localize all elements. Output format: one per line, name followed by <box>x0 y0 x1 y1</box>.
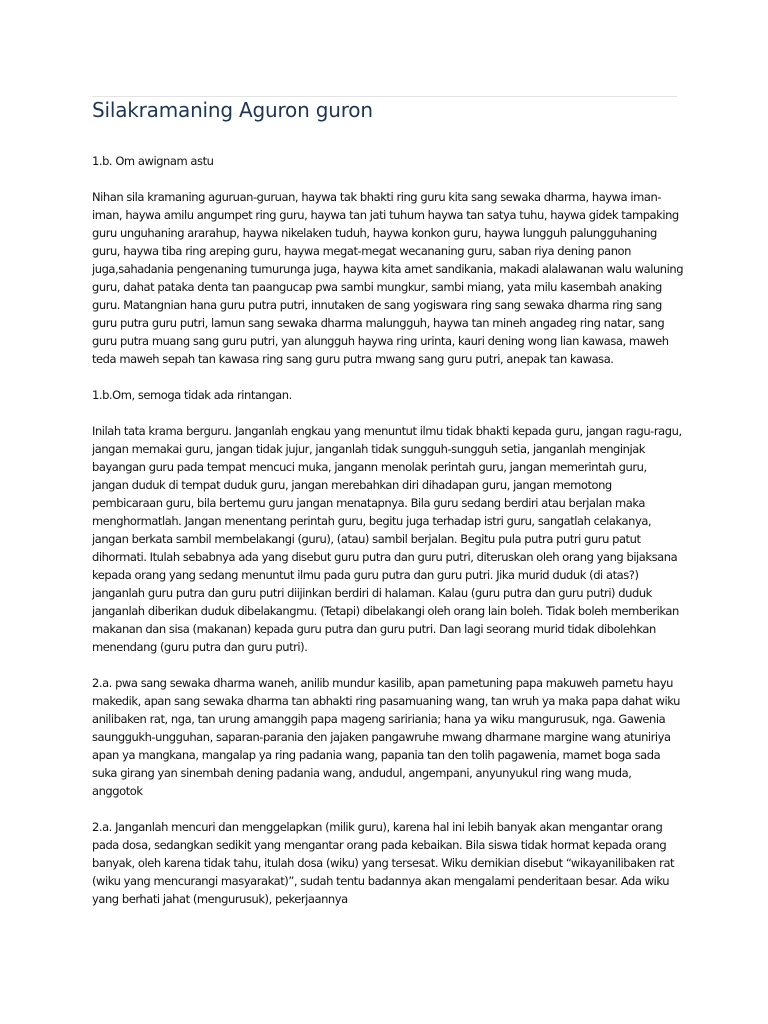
paragraph-indonesian-1b: Inilah tata krama berguru. Janganlah engkau yang menuntut ilmu tidak bhakti kepada guru, jangan ragu-ragu, jangan memakai guru, jangan tidak jujur, janganlah tidak sungguh-sungguh setia, janganlah menginjak bayangan guru pada tempat mencuci muka, jangann menolak perintah guru, jangan memerintah guru, jangan duduk di tempat duduk guru, jangan merebahkan diri dihadapan guru, jangan memotong pembicaraan guru, bila bertemu guru jangan menatapnya. Bila guru sedang berdiri atau berjalan maka menghormatlah. Jangan menentang perintah guru, begitu juga terhadap istri guru, sangatlah celakanya, jangan berkata sambil membelakangi (guru), (atau) sambil berjalan. Begitu pula putra putri guru patut dihormati. Itulah sebabnya ada yang disebut guru putra dan guru putri, diteruskan oleh orang yang bijaksana kepada orang yang sedang menuntut ilmu pada guru putra dan guru putri. Jika murid duduk (di atas?) janganlah guru putra dan guru putri diijinkan berdiri di halaman. Kalau (guru putra dan guru putri) duduk janganlah diberikan duduk dibelakangmu. (Tetapi) dibelakangi oleh orang lain boleh. Tidak boleh memberikan makanan dan sisa (makanan) kepada guru putra dan guru putri. Dan lagi seorang murid tidak dibolehkan menendang (guru putra dan guru putri). <box>92 424 682 654</box>
document-title: Silakramaning Aguron guron <box>92 98 373 122</box>
document-body <box>92 152 684 926</box>
paragraph-balinese-1b: Nihan sila kramaning aguruan-guruan, haywa tak bhakti ring guru kita sang sewaka dharma, haywa iman-iman, haywa amilu angumpet ring guru, haywa tan jati tuhum haywa tan satya tuhu, haywa gidek tampaking guru unguhaning ararahup, haywa nikelaken tuduh, haywa konkon guru, haywa lungguh palungguhaning guru, haywa tiba ring areping guru, haywa megat-megat wecananing guru, saban riya dening panon juga,sahadania pengenaning tumurunga juga, haywa kita amet sandikania, makadi alalawanan walu waluning guru, dahat pataka denta tan paangucap pwa sambi mungkur, sambi miang, yata milu kasembah anaking guru. Matangnian hana guru putra putri, innutaken de sang yogiswara ring sang sewaka dharma ring sang guru putra guru putri, lamun sang sewaka dharma malungguh, haywa tan mineh angadeg ring natar, sang guru putra muang sang guru putri, yan alungguh haywa ring urinta, kauri dening wong lian kawasa, maweh teda maweh sepah tan kawasa ring sang guru putra mwang sang guru putri, anepak tan kawasa. <box>92 190 684 366</box>
paragraph-heading-1b-indonesian: 1.b.Om, semoga tidak ada rintangan. <box>92 388 292 402</box>
paragraph-indonesian-2a: 2.a. Janganlah mencuri dan menggelapkan (milik guru), karena hal ini lebih banyak akan mengantar orang pada dosa, sedangkan sedikit yang mengantar orang pada kebaikan. Bila siswa tidak hormat kepada orang banyak, oleh karena tidak tahu, itulah dosa (wiku) yang tersesat. Wiku demikian disebut “wikayanilibaken rat (wiku yang mencurangi masyarakat)”, sudah tentu badannya akan mengalami penderitaan besar. Ada wiku yang berhati jahat (mengurusuk), pekerjaannya <box>92 820 675 906</box>
paragraph-heading-1b-balinese: 1.b. Om awignam astu <box>92 154 214 168</box>
title-divider <box>92 96 677 97</box>
paragraph-balinese-2a: 2.a. pwa sang sewaka dharma waneh, anilib mundur kasilib, apan pametuning papa makuweh pametu hayu makedik, apan sang sewaka dharma tan abhakti ring pasamuaning wang, tan wruh ya maka papa dahat wiku anilibaken rat, nga, tan urung amanggih papa mageng saririania; hana ya wiku mangurusuk, nga. Gawenia saunggukh-ungguhan, saparan-parania den jajaken pangawruhe mwang dharmane margine wang atuniriya apan ya mangkana, mangalap ya ring padania wang, papania tan den tolih pagawenia, mamet boga sada suka girang yan sinembah dening padania wang, andudul, angempani, anyunyukul ring wang muda, anggotok <box>92 676 680 798</box>
